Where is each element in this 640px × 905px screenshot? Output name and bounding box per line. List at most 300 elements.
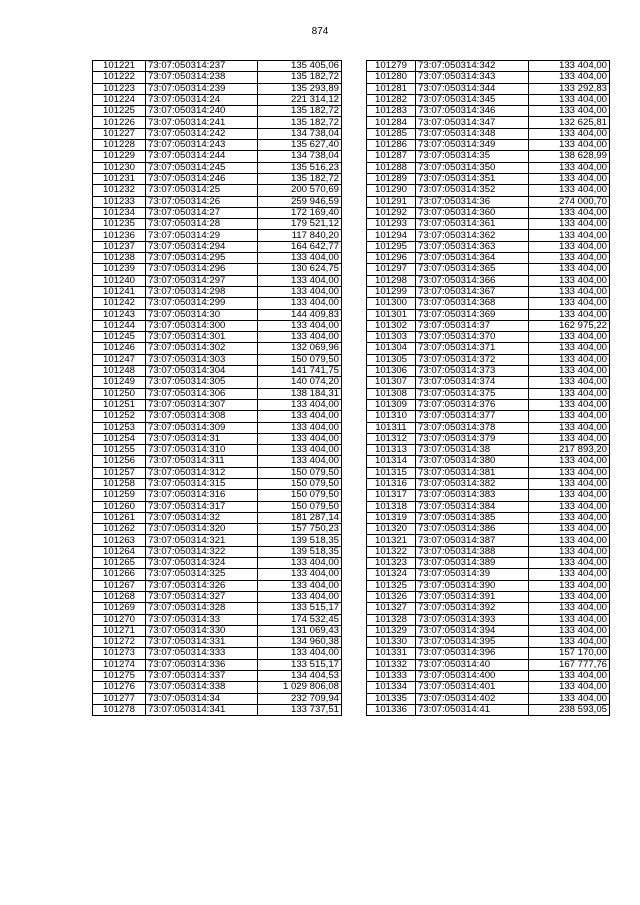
table-row (367, 558, 610, 569)
cadastral-number-cell: 73:07:050314:362 (416, 230, 529, 241)
row-number-cell: 101247 (93, 354, 146, 365)
cadastral-value-cell: 133 404,00 (529, 140, 610, 151)
table-row (367, 264, 610, 275)
row-number-cell: 101323 (367, 558, 416, 569)
table-right (366, 60, 610, 716)
cadastral-number-cell: 73:07:050314:401 (416, 682, 529, 693)
cadastral-value-cell: 133 404,00 (529, 558, 610, 569)
cadastral-value-cell: 133 404,00 (529, 298, 610, 309)
cadastral-value-cell: 133 404,00 (529, 173, 610, 184)
cadastral-number-cell: 73:07:050314:383 (416, 490, 529, 501)
row-number-cell: 101330 (367, 637, 416, 648)
cadastral-value-cell: 133 404,00 (258, 648, 342, 659)
table-row (93, 128, 342, 139)
cadastral-value-cell: 133 515,17 (258, 603, 342, 614)
cadastral-number-cell: 73:07:050314:348 (416, 128, 529, 139)
table-row (93, 264, 342, 275)
table-row (367, 422, 610, 433)
row-number-cell: 101280 (367, 72, 416, 83)
cadastral-number-cell: 73:07:050314:40 (416, 659, 529, 670)
cadastral-number-cell: 73:07:050314:241 (146, 117, 258, 128)
table-row (93, 230, 342, 241)
cadastral-number-cell: 73:07:050314:384 (416, 501, 529, 512)
table-row (93, 637, 342, 648)
cadastral-value-cell: 133 404,00 (529, 693, 610, 704)
cadastral-number-cell: 73:07:050314:345 (416, 94, 529, 105)
cadastral-number-cell: 73:07:050314:296 (146, 264, 258, 275)
cadastral-value-cell: 135 182,72 (258, 106, 342, 117)
row-number-cell: 101332 (367, 659, 416, 670)
cadastral-value-cell: 133 404,00 (529, 343, 610, 354)
table-row (367, 614, 610, 625)
cadastral-number-cell: 73:07:050314:369 (416, 309, 529, 320)
cadastral-number-cell: 73:07:050314:25 (146, 185, 258, 196)
cadastral-value-cell: 133 404,00 (529, 478, 610, 489)
table-row (93, 580, 342, 591)
cadastral-number-cell: 73:07:050314:366 (416, 275, 529, 286)
cadastral-number-cell: 73:07:050314:376 (416, 399, 529, 410)
table-row (367, 83, 610, 94)
cadastral-number-cell: 73:07:050314:387 (416, 535, 529, 546)
row-number-cell: 101240 (93, 275, 146, 286)
cadastral-value-cell: 133 404,00 (529, 332, 610, 343)
row-number-cell: 101289 (367, 173, 416, 184)
cadastral-value-cell: 138 628,99 (529, 151, 610, 162)
cadastral-number-cell: 73:07:050314:330 (146, 625, 258, 636)
table-row (93, 569, 342, 580)
row-number-cell: 101265 (93, 558, 146, 569)
row-number-cell: 101320 (367, 524, 416, 535)
cadastral-value-cell: 133 404,00 (529, 377, 610, 388)
row-number-cell: 101264 (93, 546, 146, 557)
row-number-cell: 101328 (367, 614, 416, 625)
table-row (93, 693, 342, 704)
row-number-cell: 101258 (93, 478, 146, 489)
table-row (367, 196, 610, 207)
table-row (93, 591, 342, 602)
cadastral-number-cell: 73:07:050314:342 (416, 61, 529, 72)
row-number-cell: 101315 (367, 467, 416, 478)
cadastral-value-cell: 133 404,00 (529, 422, 610, 433)
cadastral-value-cell: 135 182,72 (258, 173, 342, 184)
cadastral-number-cell: 73:07:050314:238 (146, 72, 258, 83)
cadastral-number-cell: 73:07:050314:337 (146, 671, 258, 682)
table-row (93, 524, 342, 535)
cadastral-value-cell: 172 169,40 (258, 207, 342, 218)
cadastral-value-cell: 133 404,00 (529, 546, 610, 557)
cadastral-value-cell: 150 079,50 (258, 478, 342, 489)
cadastral-value-cell: 134 738,04 (258, 151, 342, 162)
cadastral-value-cell: 133 404,00 (529, 490, 610, 501)
table-row (93, 207, 342, 218)
table-row (367, 366, 610, 377)
table-row (367, 61, 610, 72)
row-number-cell: 101275 (93, 671, 146, 682)
table-row (93, 535, 342, 546)
cadastral-number-cell: 73:07:050314:378 (416, 422, 529, 433)
cadastral-number-cell: 73:07:050314:245 (146, 162, 258, 173)
table-row (367, 140, 610, 151)
table-row (93, 512, 342, 523)
row-number-cell: 101317 (367, 490, 416, 501)
row-number-cell: 101273 (93, 648, 146, 659)
row-number-cell: 101309 (367, 399, 416, 410)
row-number-cell: 101226 (93, 117, 146, 128)
row-number-cell: 101223 (93, 83, 146, 94)
cadastral-number-cell: 73:07:050314:316 (146, 490, 258, 501)
table-row (93, 366, 342, 377)
table-row (367, 580, 610, 591)
table-row (93, 83, 342, 94)
cadastral-value-cell: 133 404,00 (529, 467, 610, 478)
row-number-cell: 101246 (93, 343, 146, 354)
cadastral-value-cell: 140 074,20 (258, 377, 342, 388)
table-row (367, 219, 610, 230)
cadastral-value-cell: 132 625,81 (529, 117, 610, 128)
cadastral-number-cell: 73:07:050314:243 (146, 140, 258, 151)
row-number-cell: 101235 (93, 219, 146, 230)
cadastral-number-cell: 73:07:050314:390 (416, 580, 529, 591)
row-number-cell: 101234 (93, 207, 146, 218)
cadastral-number-cell: 73:07:050314:306 (146, 388, 258, 399)
table-row (93, 411, 342, 422)
cadastral-number-cell: 73:07:050314:242 (146, 128, 258, 139)
cadastral-number-cell: 73:07:050314:363 (416, 241, 529, 252)
table-left (92, 60, 342, 716)
row-number-cell: 101227 (93, 128, 146, 139)
row-number-cell: 101249 (93, 377, 146, 388)
row-number-cell: 101277 (93, 693, 146, 704)
cadastral-number-cell: 73:07:050314:328 (146, 603, 258, 614)
cadastral-value-cell: 1 029 806,08 (258, 682, 342, 693)
row-number-cell: 101250 (93, 388, 146, 399)
row-number-cell: 101292 (367, 207, 416, 218)
cadastral-number-cell: 73:07:050314:350 (416, 162, 529, 173)
table-row (367, 354, 610, 365)
cadastral-number-cell: 73:07:050314:304 (146, 366, 258, 377)
table-row (93, 162, 342, 173)
row-number-cell: 101303 (367, 332, 416, 343)
cadastral-number-cell: 73:07:050314:41 (416, 704, 529, 715)
row-number-cell: 101279 (367, 61, 416, 72)
cadastral-value-cell: 133 404,00 (529, 411, 610, 422)
table-row (93, 467, 342, 478)
cadastral-value-cell: 133 404,00 (258, 411, 342, 422)
cadastral-number-cell: 73:07:050314:372 (416, 354, 529, 365)
cadastral-number-cell: 73:07:050314:320 (146, 524, 258, 535)
table-row (367, 501, 610, 512)
cadastral-value-cell: 133 404,00 (529, 128, 610, 139)
cadastral-number-cell: 73:07:050314:38 (416, 445, 529, 456)
cadastral-value-cell: 179 521,12 (258, 219, 342, 230)
cadastral-number-cell: 73:07:050314:317 (146, 501, 258, 512)
cadastral-value-cell: 133 404,00 (529, 682, 610, 693)
cadastral-number-cell: 73:07:050314:30 (146, 309, 258, 320)
table-row (93, 648, 342, 659)
table-row (367, 151, 610, 162)
table-row (93, 275, 342, 286)
cadastral-value-cell: 133 404,00 (529, 591, 610, 602)
table-row (367, 332, 610, 343)
cadastral-number-cell: 73:07:050314:360 (416, 207, 529, 218)
cadastral-number-cell: 73:07:050314:375 (416, 388, 529, 399)
row-number-cell: 101231 (93, 173, 146, 184)
cadastral-number-cell: 73:07:050314:324 (146, 558, 258, 569)
row-number-cell: 101256 (93, 456, 146, 467)
table-row (367, 207, 610, 218)
row-number-cell: 101327 (367, 603, 416, 614)
row-number-cell: 101302 (367, 320, 416, 331)
table-row (367, 117, 610, 128)
row-number-cell: 101276 (93, 682, 146, 693)
row-number-cell: 101270 (93, 614, 146, 625)
row-number-cell: 101222 (93, 72, 146, 83)
cadastral-value-cell: 133 404,00 (258, 445, 342, 456)
cadastral-number-cell: 73:07:050314:299 (146, 298, 258, 309)
cadastral-value-cell: 133 404,00 (529, 286, 610, 297)
row-number-cell: 101286 (367, 140, 416, 151)
cadastral-number-cell: 73:07:050314:343 (416, 72, 529, 83)
table-row (367, 162, 610, 173)
table-row (93, 399, 342, 410)
table-row (367, 343, 610, 354)
row-number-cell: 101267 (93, 580, 146, 591)
row-number-cell: 101329 (367, 625, 416, 636)
cadastral-value-cell: 133 404,00 (529, 524, 610, 535)
table-row (367, 490, 610, 501)
cadastral-number-cell: 73:07:050314:380 (416, 456, 529, 467)
cadastral-value-cell: 217 893,20 (529, 445, 610, 456)
table-row (367, 106, 610, 117)
cadastral-value-cell: 130 624,75 (258, 264, 342, 275)
cadastral-number-cell: 73:07:050314:400 (416, 671, 529, 682)
row-number-cell: 101232 (93, 185, 146, 196)
table-row (367, 275, 610, 286)
table-row (93, 343, 342, 354)
cadastral-number-cell: 73:07:050314:361 (416, 219, 529, 230)
table-row (367, 648, 610, 659)
cadastral-number-cell: 73:07:050314:295 (146, 253, 258, 264)
cadastral-value-cell: 150 079,50 (258, 354, 342, 365)
cadastral-number-cell: 73:07:050314:297 (146, 275, 258, 286)
cadastral-number-cell: 73:07:050314:374 (416, 377, 529, 388)
cadastral-value-cell: 133 404,00 (529, 569, 610, 580)
row-number-cell: 101299 (367, 286, 416, 297)
cadastral-number-cell: 73:07:050314:385 (416, 512, 529, 523)
row-number-cell: 101322 (367, 546, 416, 557)
cadastral-number-cell: 73:07:050314:303 (146, 354, 258, 365)
cadastral-value-cell: 144 409,83 (258, 309, 342, 320)
cadastral-number-cell: 73:07:050314:346 (416, 106, 529, 117)
cadastral-value-cell: 133 404,00 (258, 456, 342, 467)
cadastral-value-cell: 133 404,00 (529, 535, 610, 546)
row-number-cell: 101298 (367, 275, 416, 286)
table-row (367, 433, 610, 444)
cadastral-number-cell: 73:07:050314:396 (416, 648, 529, 659)
row-number-cell: 101262 (93, 524, 146, 535)
row-number-cell: 101311 (367, 422, 416, 433)
row-number-cell: 101245 (93, 332, 146, 343)
row-number-cell: 101313 (367, 445, 416, 456)
row-number-cell: 101233 (93, 196, 146, 207)
cadastral-value-cell: 133 404,00 (529, 637, 610, 648)
cadastral-number-cell: 73:07:050314:338 (146, 682, 258, 693)
cadastral-value-cell: 259 946,59 (258, 196, 342, 207)
table-row (367, 377, 610, 388)
table-row (93, 682, 342, 693)
cadastral-value-cell: 157 170,00 (529, 648, 610, 659)
table-row (367, 173, 610, 184)
cadastral-number-cell: 73:07:050314:377 (416, 411, 529, 422)
cadastral-value-cell: 133 404,00 (529, 625, 610, 636)
table-row (93, 117, 342, 128)
cadastral-number-cell: 73:07:050314:301 (146, 332, 258, 343)
table-row (93, 558, 342, 569)
cadastral-number-cell: 73:07:050314:367 (416, 286, 529, 297)
table-row (93, 196, 342, 207)
table-row (367, 94, 610, 105)
table-row (93, 456, 342, 467)
cadastral-value-cell: 200 570,69 (258, 185, 342, 196)
row-number-cell: 101238 (93, 253, 146, 264)
cadastral-number-cell: 73:07:050314:315 (146, 478, 258, 489)
row-number-cell: 101221 (93, 61, 146, 72)
cadastral-number-cell: 73:07:050314:402 (416, 693, 529, 704)
cadastral-value-cell: 133 404,00 (529, 671, 610, 682)
cadastral-value-cell: 133 404,00 (258, 580, 342, 591)
table-row (367, 445, 610, 456)
cadastral-value-cell: 150 079,50 (258, 467, 342, 478)
row-number-cell: 101252 (93, 411, 146, 422)
row-number-cell: 101325 (367, 580, 416, 591)
cadastral-value-cell: 133 404,00 (529, 456, 610, 467)
row-number-cell: 101312 (367, 433, 416, 444)
row-number-cell: 101253 (93, 422, 146, 433)
row-number-cell: 101306 (367, 366, 416, 377)
cadastral-value-cell: 133 404,00 (529, 354, 610, 365)
table-row (367, 569, 610, 580)
cadastral-number-cell: 73:07:050314:310 (146, 445, 258, 456)
cadastral-value-cell: 167 777,76 (529, 659, 610, 670)
cadastral-value-cell: 135 627,40 (258, 140, 342, 151)
cadastral-value-cell: 133 404,00 (529, 512, 610, 523)
row-number-cell: 101326 (367, 591, 416, 602)
row-number-cell: 101228 (93, 140, 146, 151)
cadastral-value-cell: 133 404,00 (529, 185, 610, 196)
table-row (367, 230, 610, 241)
cadastral-value-cell: 133 404,00 (529, 94, 610, 105)
cadastral-number-cell: 73:07:050314:31 (146, 433, 258, 444)
cadastral-number-cell: 73:07:050314:321 (146, 535, 258, 546)
cadastral-value-cell: 133 404,00 (529, 614, 610, 625)
row-number-cell: 101274 (93, 659, 146, 670)
table-row (93, 309, 342, 320)
cadastral-value-cell: 150 079,50 (258, 501, 342, 512)
cadastral-value-cell: 135 182,72 (258, 117, 342, 128)
row-number-cell: 101334 (367, 682, 416, 693)
row-number-cell: 101291 (367, 196, 416, 207)
cadastral-number-cell: 73:07:050314:381 (416, 467, 529, 478)
cadastral-value-cell: 133 404,00 (258, 558, 342, 569)
cadastral-value-cell: 133 404,00 (258, 591, 342, 602)
cadastral-number-cell: 73:07:050314:308 (146, 411, 258, 422)
cadastral-value-cell: 274 000,70 (529, 196, 610, 207)
row-number-cell: 101230 (93, 162, 146, 173)
table-row (93, 671, 342, 682)
table-row (367, 535, 610, 546)
cadastral-value-cell: 133 404,00 (529, 219, 610, 230)
cadastral-number-cell: 73:07:050314:379 (416, 433, 529, 444)
row-number-cell: 101251 (93, 399, 146, 410)
cadastral-number-cell: 73:07:050314:325 (146, 569, 258, 580)
cadastral-value-cell: 135 182,72 (258, 72, 342, 83)
cadastral-value-cell: 133 404,00 (529, 388, 610, 399)
row-number-cell: 101254 (93, 433, 146, 444)
cadastral-value-cell: 133 404,00 (529, 230, 610, 241)
table-row (367, 456, 610, 467)
cadastral-number-cell: 73:07:050314:393 (416, 614, 529, 625)
cadastral-value-cell: 133 404,00 (258, 569, 342, 580)
cadastral-value-cell: 133 404,00 (529, 241, 610, 252)
table-row (367, 671, 610, 682)
cadastral-value-cell: 139 518,35 (258, 546, 342, 557)
cadastral-value-cell: 181 287,14 (258, 512, 342, 523)
table-row (93, 241, 342, 252)
cadastral-number-cell: 73:07:050314:300 (146, 320, 258, 331)
cadastral-number-cell: 73:07:050314:26 (146, 196, 258, 207)
cadastral-value-cell: 134 404,53 (258, 671, 342, 682)
cadastral-value-cell: 157 750,23 (258, 524, 342, 535)
cadastral-number-cell: 73:07:050314:395 (416, 637, 529, 648)
row-number-cell: 101324 (367, 569, 416, 580)
table-row (367, 704, 610, 715)
table-row (93, 140, 342, 151)
row-number-cell: 101261 (93, 512, 146, 523)
table-row (93, 151, 342, 162)
cadastral-value-cell: 133 404,00 (258, 253, 342, 264)
table-row (367, 185, 610, 196)
row-number-cell: 101269 (93, 603, 146, 614)
table-row (93, 704, 342, 715)
row-number-cell: 101304 (367, 343, 416, 354)
cadastral-value-cell: 133 404,00 (529, 275, 610, 286)
cadastral-value-cell: 133 404,00 (529, 72, 610, 83)
table-row (93, 332, 342, 343)
row-number-cell: 101301 (367, 309, 416, 320)
row-number-cell: 101248 (93, 366, 146, 377)
cadastral-number-cell: 73:07:050314:294 (146, 241, 258, 252)
row-number-cell: 101308 (367, 388, 416, 399)
row-number-cell: 101271 (93, 625, 146, 636)
table-row (367, 399, 610, 410)
cadastral-value-cell: 133 404,00 (258, 433, 342, 444)
cadastral-value-cell: 134 960,38 (258, 637, 342, 648)
table-row (93, 185, 342, 196)
cadastral-number-cell: 73:07:050314:305 (146, 377, 258, 388)
row-number-cell: 101237 (93, 241, 146, 252)
row-number-cell: 101287 (367, 151, 416, 162)
row-number-cell: 101272 (93, 637, 146, 648)
cadastral-value-cell: 133 404,00 (529, 580, 610, 591)
table-row (93, 478, 342, 489)
row-number-cell: 101295 (367, 241, 416, 252)
table-row (367, 241, 610, 252)
cadastral-value-cell: 133 404,00 (529, 207, 610, 218)
cadastral-number-cell: 73:07:050314:298 (146, 286, 258, 297)
cadastral-number-cell: 73:07:050314:388 (416, 546, 529, 557)
row-number-cell: 101255 (93, 445, 146, 456)
row-number-cell: 101268 (93, 591, 146, 602)
